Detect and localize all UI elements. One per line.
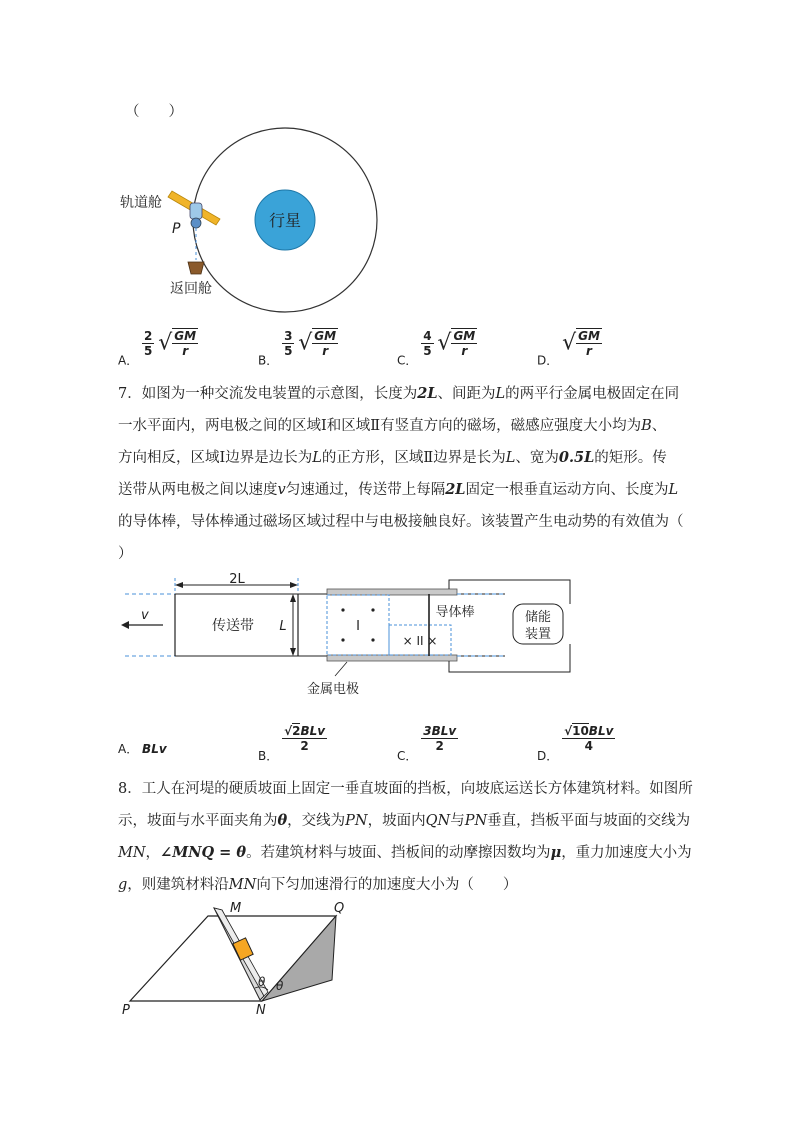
- width-label: L: [279, 619, 287, 634]
- storage-label-1: 储能: [524, 610, 552, 625]
- planet-label: 行星: [268, 211, 302, 230]
- belt-label: 传送带: [212, 618, 254, 634]
- electrode-label: 金属电极: [306, 682, 360, 697]
- q8-line-1: 8．工人在河堤的硬质坡面上固定一垂直坡面的挡板，向坡底运送长方体建筑材料。如图所: [118, 781, 693, 797]
- q7-option-a[interactable]: A． BLv: [118, 742, 167, 756]
- q7-line-1: 7．如图为一种交流发电装置的示意图，长度为2L、间距为L的两平行金属电极固定在同: [118, 385, 680, 402]
- return-capsule: [188, 262, 204, 274]
- q7-line-2: 一水平面内，两电极之间的区域Ⅰ和区域Ⅱ有竖直方向的磁场，磁感应强度大小均为B、: [118, 418, 667, 434]
- q6-option-d[interactable]: D． √ $\frac{GM}{r}$: [537, 329, 600, 368]
- electrode-bottom: [327, 655, 457, 661]
- q6-option-c[interactable]: C． $\frac{4}{5}$ √ $\frac{GM}{r}$: [397, 328, 476, 368]
- q7-generator-figure: [115, 572, 595, 704]
- velocity-label: v: [141, 608, 149, 623]
- orbiter-label: 轨道舱: [120, 195, 162, 211]
- theta-label-1: θ: [258, 975, 266, 989]
- q7-line-3: 方向相反，区域Ⅰ边界是边长为L的正方形，区域Ⅱ边界是长为L、宽为0.5L的矩形。传: [118, 449, 667, 466]
- rod-label: 导体棒: [435, 605, 475, 620]
- label-p: P: [122, 1003, 130, 1018]
- storage-label-2: 装置: [524, 627, 552, 642]
- point-p-label: P: [172, 221, 181, 237]
- q6-option-a[interactable]: A． $\frac{2}{5}$ √ $\frac{GM}{r}$: [118, 328, 197, 368]
- q7-option-b[interactable]: B． $\frac{\text{√2BLv}}{2}$: [258, 724, 326, 763]
- label-n: N: [256, 1003, 266, 1018]
- length-label: 2L: [229, 572, 245, 587]
- return-label: 返回舱: [170, 281, 212, 297]
- q8-line-3: MN，∠MNQ = θ。若建筑材料与坡面、挡板间的动摩擦因数均为μ，重力加速度大小为: [118, 844, 692, 861]
- label-m: M: [230, 901, 242, 916]
- q6-option-b[interactable]: B． $\frac{3}{5}$ √ $\frac{GM}{r}$: [258, 328, 337, 368]
- q7-line-5: 的导体棒，导体棒通过磁场区域过程中与电极接触良好。该装置产生电动势的有效值为（: [118, 514, 684, 530]
- q7-line-6: ）: [118, 546, 133, 562]
- q8-line-4: g，则建筑材料沿MN向下匀加速滑行的加速度大小为（ ）: [118, 877, 518, 893]
- region-1-label: I: [356, 619, 360, 634]
- q7-option-d[interactable]: D． $\frac{\text{√10BLv}}{4}$: [537, 724, 614, 763]
- q7-option-c[interactable]: C． $\frac{\text{3BLv}}{2}$: [397, 724, 457, 763]
- theta-label-2: θ: [276, 979, 284, 993]
- q8-slope-figure: [118, 900, 358, 1020]
- q7-line-4: 送带从两电极之间以速度v匀速通过，传送带上每隔2L固定一根垂直运动方向、长度为L: [118, 481, 679, 498]
- region-2-label: × II ×: [402, 634, 438, 648]
- q6-answer-bracket: （ ）: [125, 104, 183, 120]
- electrode-top: [327, 589, 457, 595]
- label-q: Q: [334, 901, 345, 916]
- q6-orbit-figure: [120, 125, 390, 305]
- q8-line-2: 示，坡面与水平面夹角为θ，交线为PN，坡面内QN与PN垂直，挡板平面与坡面的交线为: [118, 812, 691, 829]
